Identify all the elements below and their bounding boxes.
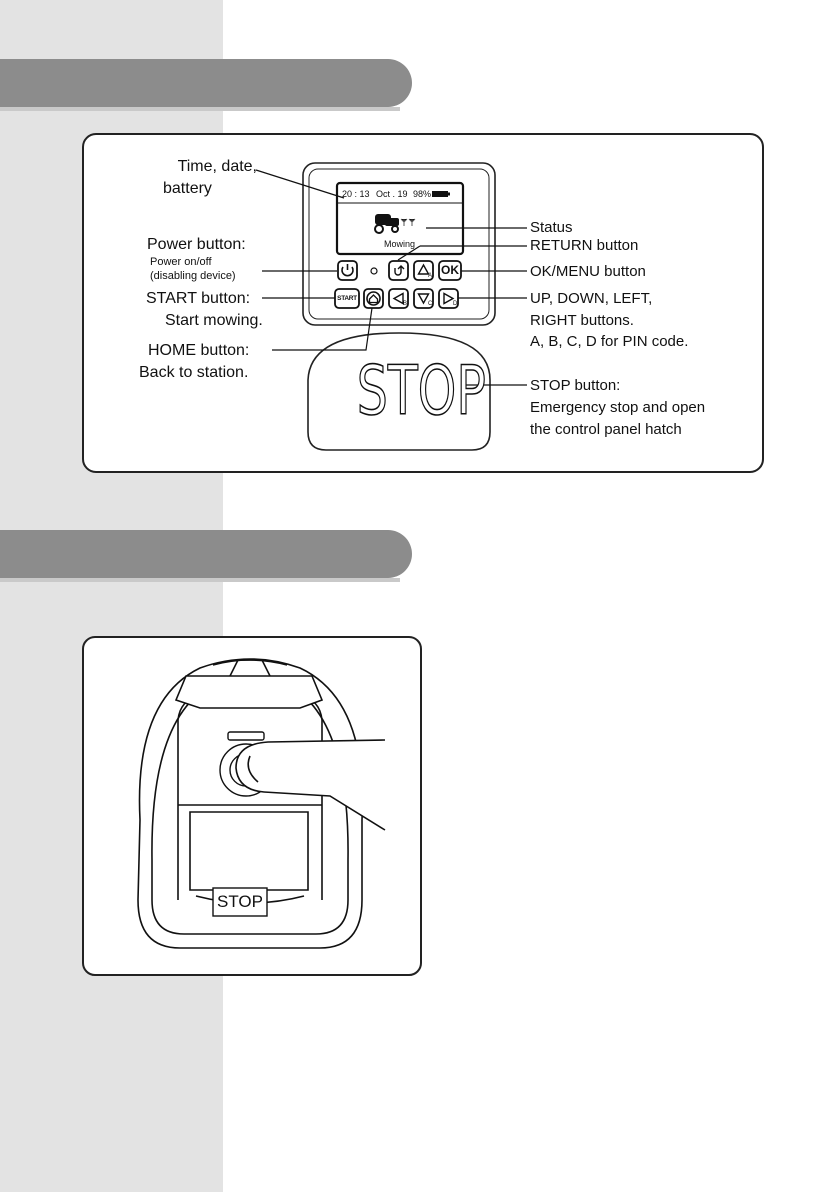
label-home-title: HOME button: bbox=[148, 342, 250, 359]
label-stop-title: STOP button: bbox=[530, 377, 621, 394]
return-button bbox=[389, 261, 408, 280]
label-status: Status bbox=[530, 219, 573, 236]
illustration-stop-label: STOP bbox=[217, 892, 263, 911]
label-start-title: START button: bbox=[146, 290, 251, 307]
label-stop-line2: Emergency stop and open bbox=[530, 399, 706, 416]
label-ok-menu: OK/MENU button bbox=[530, 263, 646, 280]
label-power-line2: Power on/off bbox=[150, 256, 212, 268]
lcd-date: Oct . 19 bbox=[376, 189, 408, 199]
label-direction-3: A, B, C, D for PIN code. bbox=[530, 333, 689, 350]
label-start-desc: Start mowing. bbox=[165, 312, 263, 329]
label-time-date-line2: battery bbox=[163, 180, 212, 197]
label-time-date-line1: Time, date, bbox=[177, 158, 257, 175]
pin-a-label: A bbox=[428, 273, 433, 279]
label-power-title: Power button: bbox=[147, 236, 246, 253]
label-direction-2: RIGHT buttons. bbox=[530, 312, 634, 329]
lcd-status: Mowing bbox=[384, 239, 416, 249]
section-band-bottom-shade bbox=[0, 578, 400, 582]
section-band-bottom bbox=[0, 530, 412, 578]
label-home-desc: Back to station. bbox=[139, 364, 249, 381]
pin-d-label: D bbox=[453, 301, 458, 307]
label-stop-line3: the control panel hatch bbox=[530, 421, 682, 438]
home-button bbox=[364, 289, 383, 308]
stop-button[interactable]: STOP bbox=[356, 352, 486, 431]
start-button-label[interactable]: START bbox=[337, 295, 357, 302]
lcd-time: 20 : 13 bbox=[342, 189, 370, 199]
ok-button-label[interactable]: OK bbox=[441, 263, 459, 277]
label-power-line3: (disabling device) bbox=[150, 270, 236, 282]
label-return: RETURN button bbox=[530, 237, 639, 254]
battery-icon bbox=[432, 191, 450, 197]
pin-b-label: B bbox=[403, 301, 408, 307]
lcd-battery: 98% bbox=[413, 189, 432, 199]
power-button bbox=[338, 261, 357, 280]
pin-c-label: C bbox=[428, 301, 433, 307]
label-direction-1: UP, DOWN, LEFT, bbox=[530, 290, 653, 307]
